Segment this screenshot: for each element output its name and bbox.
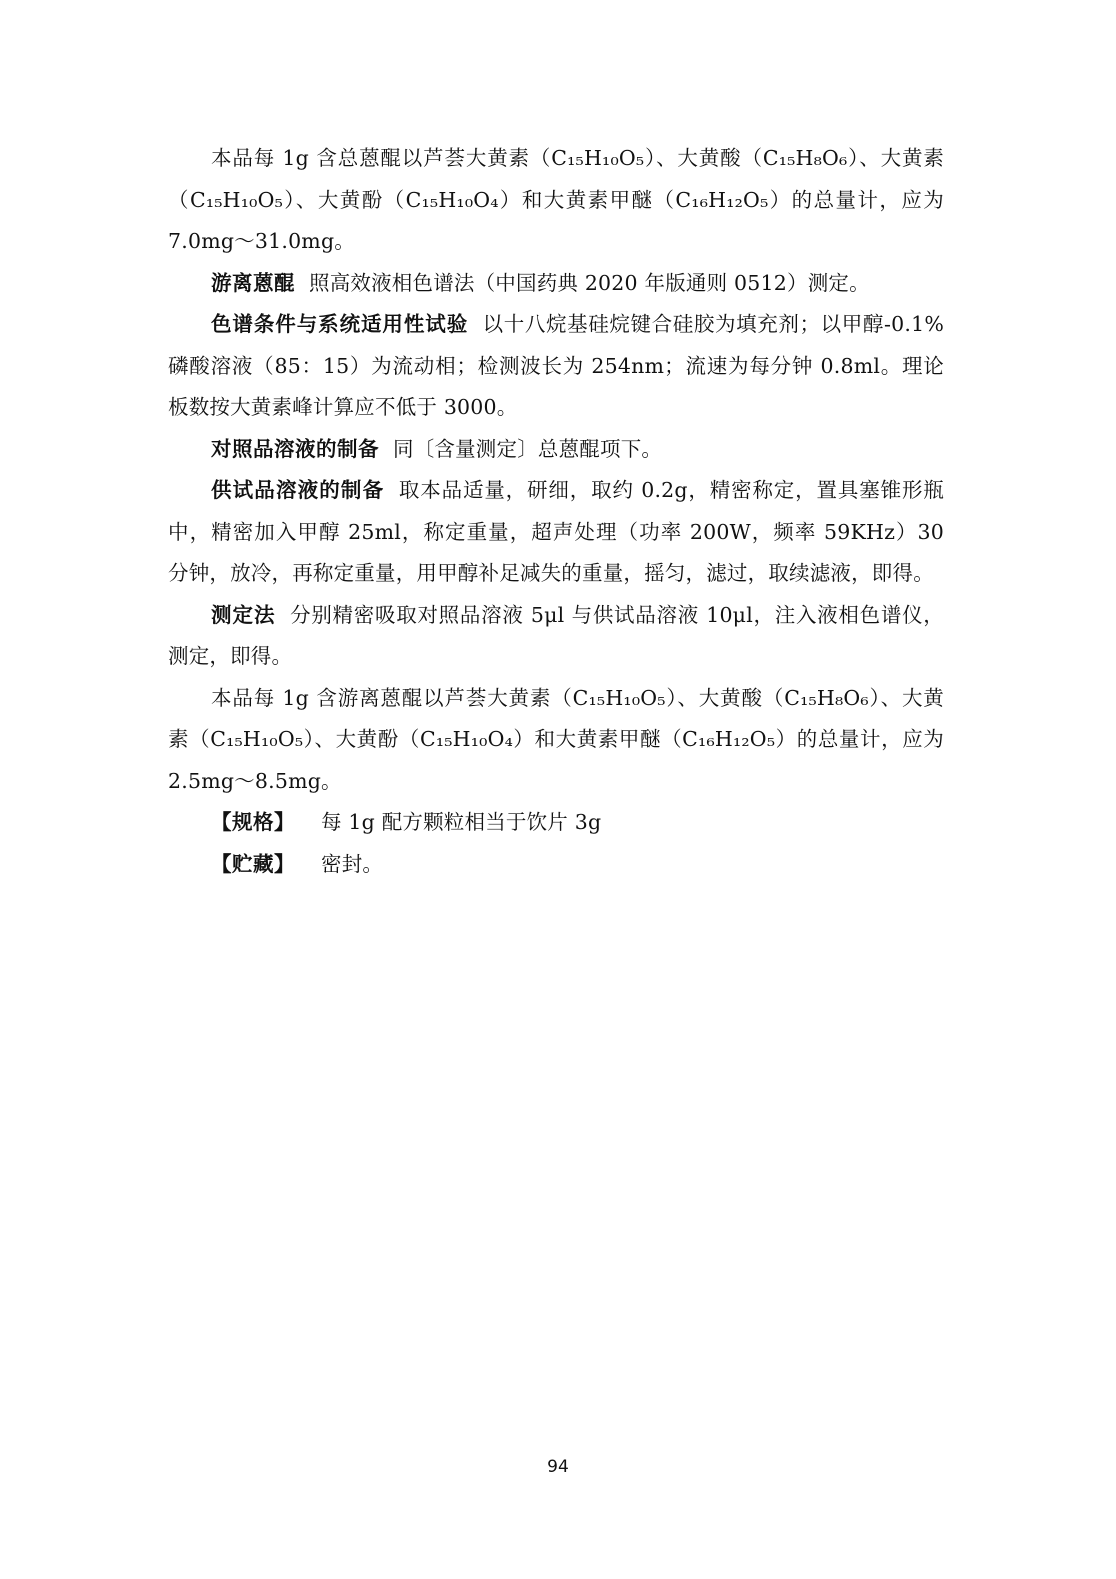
storage-text: 密封。 bbox=[321, 851, 384, 876]
chromatographic-conditions-heading: 色谱条件与系统适用性试验 bbox=[211, 312, 469, 336]
free-anthraquinone-paragraph bbox=[168, 263, 944, 305]
test-solution-heading: 供试品溶液的制备 bbox=[211, 478, 385, 502]
specification-paragraph bbox=[168, 802, 944, 844]
test-solution-text: 取本品适量，研细，取约 0.2g，精密称定，置具塞锥形瓶中，精密加入甲醇 25ml，称定重量，超声处理（功率 200W，频率 59KHz）30 分钟，放冷，再称定重量，用甲醇补足减失的重量，摇匀，滤过，取续滤液，即得。 bbox=[168, 478, 944, 585]
document-body bbox=[168, 138, 944, 885]
specification-text: 每 1g 配方颗粒相当于饮片 3g bbox=[321, 810, 602, 834]
reference-solution-heading: 对照品溶液的制备 bbox=[211, 436, 379, 461]
reference-solution-paragraph bbox=[168, 429, 944, 471]
storage-heading: 【贮藏】 bbox=[211, 851, 295, 876]
assay-method-paragraph bbox=[168, 595, 944, 678]
reference-solution-text: 同〔含量测定〕总蒽醌项下。 bbox=[393, 436, 663, 461]
assay-method-heading: 测定法 bbox=[211, 602, 276, 627]
specification-heading: 【规格】 bbox=[211, 810, 295, 834]
assay-method-text: 分别精密吸取对照品溶液 5μl 与供试品溶液 10μl，注入液相色谱仪，测定，即得。 bbox=[168, 602, 944, 668]
free-anthraquinone-text: 照高效液相色谱法（中国药典 2020 年版通则 0512）测定。 bbox=[309, 270, 870, 295]
page-number: 94 bbox=[547, 1457, 569, 1477]
chromatographic-conditions-paragraph bbox=[168, 304, 944, 429]
free-anthraquinone-heading: 游离蒽醌 bbox=[211, 270, 295, 295]
test-solution-paragraph bbox=[168, 470, 944, 595]
free-anthraquinone-content-paragraph: 本品每 1g 含游离蒽醌以芦荟大黄素（C₁₅H₁₀O₅）、大黄酸（C₁₅H₈O₆）、大黄素（C₁₅H₁₀O₅）、大黄酚（C₁₅H₁₀O₄）和大黄素甲醚（C₁₆H₁₂O₅）的总量计，应为 2.5mg～8.5mg。 bbox=[168, 685, 944, 793]
total-anthraquinone-content-paragraph: 本品每 1g 含总蒽醌以芦荟大黄素（C₁₅H₁₀O₅）、大黄酸（C₁₅H₈O₆）、大黄素（C₁₅H₁₀O₅）、大黄酚（C₁₅H₁₀O₄）和大黄素甲醚（C₁₆H₁₂O₅）的总量计，应为 7.0mg～31.0mg。 bbox=[168, 146, 944, 253]
storage-paragraph bbox=[168, 844, 944, 886]
chromatographic-conditions-text: 以十八烷基硅烷键合硅胶为填充剂；以甲醇-0.1%磷酸溶液（85：15）为流动相；检测波长为 254nm；流速为每分钟 0.8ml。理论板数按大黄素峰计算应不低于 3000。 bbox=[168, 312, 945, 419]
